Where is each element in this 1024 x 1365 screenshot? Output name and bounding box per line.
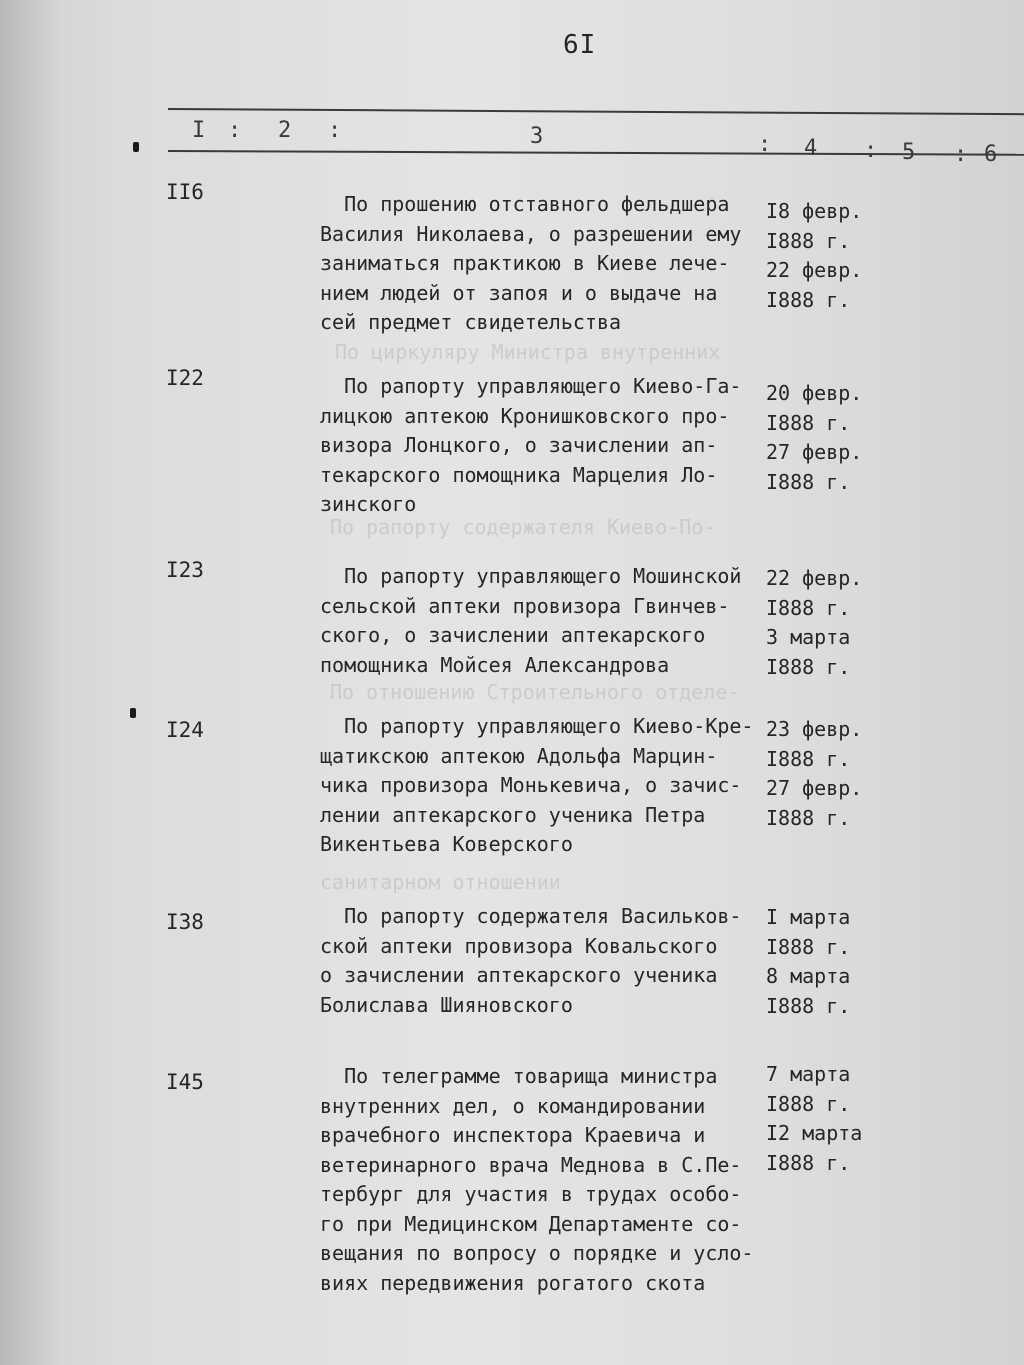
entry-description: По рапорту управляющего Киево-Га- лицкою аптекою Кронишковского про- визора Лонцкого, о зачислении ап- текарского помощника Марцелия Ло- зинского xyxy=(320,374,742,516)
entry-dates: 20 февр. I888 г. 27 февр. I888 г. xyxy=(766,381,863,494)
column-header-5: 5 xyxy=(902,140,916,165)
entry-description: По рапорту управляющего Киево-Кре- щатикскою аптекою Адольфа Марцин- чика провизора Монькевича, о зачис- лении аптекарского ученика Петра Викентьева Коверского xyxy=(320,714,754,856)
column-header-2: 2 xyxy=(278,118,292,143)
column-separator: : xyxy=(328,118,342,143)
column-separator: : xyxy=(228,118,242,143)
table-header-top-rule xyxy=(168,108,1024,115)
entry-number: I23 xyxy=(166,558,204,582)
entry-dates: I марта I888 г. 8 марта I888 г. xyxy=(766,905,851,1018)
entry-number: I45 xyxy=(166,1070,204,1094)
entry-number: I24 xyxy=(166,718,204,742)
entry-number: I38 xyxy=(166,910,204,934)
entry-dates: 22 февр. I888 г. 3 марта I888 г. xyxy=(766,566,863,679)
binding-hole xyxy=(130,708,136,718)
column-header-1: I xyxy=(192,118,206,143)
bleed-through-text: По рапорту содержателя Киево-По- xyxy=(330,515,716,539)
entry-description: По прошению отставного фельдшера Василия Николаева, о разрешении ему заниматься практикою в Киеве лече- нием людей от запоя и о выдаче на сей предмет свидетельства xyxy=(320,192,742,334)
entry-dates: 7 марта I888 г. I2 марта I888 г. xyxy=(766,1062,863,1175)
entry-description: По рапорту управляющего Мошинской сельской аптеки провизора Гвинчев- ского, о зачислении аптекарского помощника Мойсея Александрова xyxy=(320,564,742,677)
column-separator: : xyxy=(954,142,968,167)
entry-number: II6 xyxy=(166,180,204,204)
table-header-bottom-rule xyxy=(168,150,1024,156)
page-edge-shadow xyxy=(0,0,60,1365)
page-number: 6I xyxy=(563,30,597,60)
column-separator: : xyxy=(758,132,772,157)
bleed-through-text: По отношению Строительного отделе- xyxy=(330,680,740,704)
bleed-through-text: По циркуляру Министра внутренних xyxy=(335,340,721,364)
entry-description: По телеграмме товарища министра внутренних дел, о командировании врачебного инспектора Краевича и ветеринарного врача Меднова в С.Пе- тербург для участия в трудах особо- го при Медицинском Департаменте со- вещания по вопросу о порядке и усло- виях передвижения рогатого скота xyxy=(320,1064,754,1295)
column-header-4: 4 xyxy=(804,136,818,161)
entry-number: I22 xyxy=(166,366,204,390)
column-header-3: 3 xyxy=(530,124,544,149)
entry-dates: 23 февр. I888 г. 27 февр. I888 г. xyxy=(766,717,863,830)
binding-hole xyxy=(133,142,139,152)
bleed-through-text: санитарном отношении xyxy=(320,870,561,894)
entry-description: По рапорту содержателя Васильков- ской аптеки провизора Ковальского о зачислении аптекарского ученика Болислава Шияновского xyxy=(320,904,742,1017)
column-header-6: 6 xyxy=(984,142,998,167)
entry-dates: I8 февр. I888 г. 22 февр. I888 г. xyxy=(766,199,863,312)
column-separator: : xyxy=(864,138,878,163)
